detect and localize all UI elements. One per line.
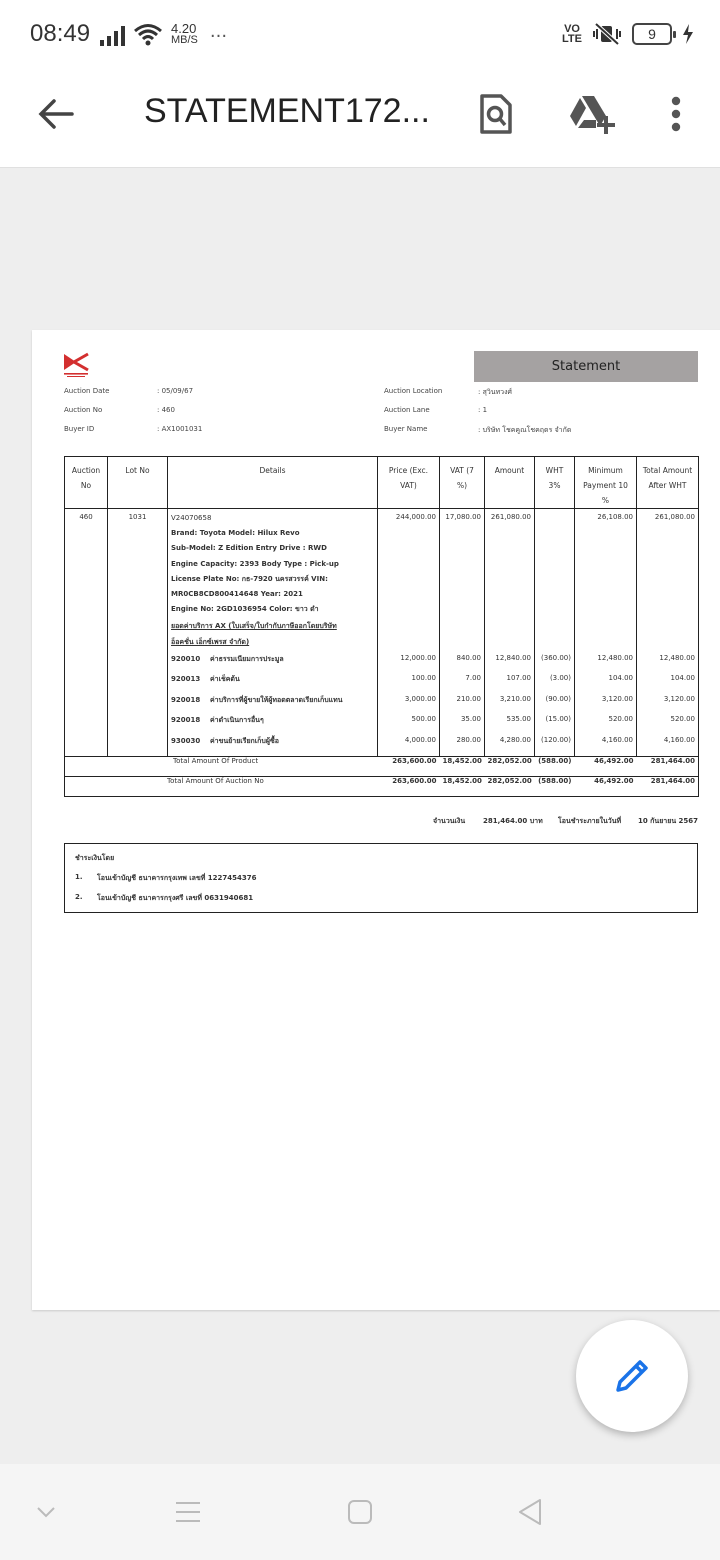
item-detail-line: Engine No: 2GD1036954 Color: ขาว ดำ: [171, 605, 319, 614]
status-time: 08:49: [30, 20, 91, 47]
service-total: 12,480.00: [637, 654, 699, 675]
service-heading-1: ยอดค่าบริการ AX (ใบเสร็จ/ใบกำกับภาษีออกโดยบริษัท: [171, 622, 337, 631]
item-details: [168, 509, 378, 654]
service-row: [65, 736, 699, 757]
service-name: ค่าดำเนินการอื่นๆ: [209, 716, 264, 725]
nav-recents-button[interactable]: [166, 1490, 210, 1534]
total-auction-min: 46,492.00: [575, 776, 637, 796]
document-title: STATEMENT172...: [144, 92, 430, 130]
total-auction-wht: (588.00): [535, 776, 575, 796]
service-min: 104.00: [575, 674, 637, 695]
service-min: 3,120.00: [575, 695, 637, 716]
header-amount: Amount: [485, 457, 535, 509]
service-name: ค่าขนย้ายเรียกเก็บผู้ซื้อ: [209, 736, 279, 745]
item-min-payment: 26,108.00: [575, 509, 637, 654]
service-price: 12,000.00: [378, 654, 440, 675]
edit-pencil-icon: [612, 1356, 652, 1396]
more-vert-icon: [670, 96, 682, 132]
service-code: 920010: [171, 654, 201, 663]
payment-methods-box: [64, 843, 698, 913]
service-price: 500.00: [378, 715, 440, 736]
volte-label-top: VO: [564, 23, 580, 35]
menu-icon: [174, 1501, 202, 1523]
header-total: [637, 457, 699, 509]
total-auction-amount: 282,052.00: [485, 776, 535, 796]
buyer-name-value: : บริษัท โชคคูณโชคฤดร จำกัด: [478, 426, 572, 434]
more-options-button[interactable]: [650, 88, 702, 140]
total-auction-row: [65, 776, 699, 796]
auction-lane-label: Auction Lane: [384, 406, 430, 414]
document-page: [32, 330, 720, 1310]
auction-date-value: : 05/09/67: [157, 387, 194, 395]
service-desc: [168, 695, 378, 716]
item-total: 261,080.00: [637, 509, 699, 654]
header-auction-no-2: No: [80, 481, 92, 490]
payment-method-number: 2.: [75, 893, 83, 901]
vibrate-mute-icon: [592, 22, 622, 46]
battery-icon: 9: [632, 23, 672, 45]
wifi-icon: [133, 22, 163, 46]
service-name: ค่าเช็คต้น: [209, 675, 240, 684]
header-price: [378, 457, 440, 509]
service-total: 3,120.00: [637, 695, 699, 716]
service-heading-2: อ็อคชั่น เอ็กซ์เพรส จำกัด): [171, 637, 250, 646]
auction-location-value: : สุวินทวงศ์: [478, 388, 512, 396]
service-min: 520.00: [575, 715, 637, 736]
summary-due-date: 10 กันยายน 2567: [638, 817, 699, 825]
nav-back-button[interactable]: [508, 1490, 552, 1534]
service-name: ค่าบริการที่ผู้ขายให้ผู้ทอดตลาดเรียกเก็บแทน: [209, 695, 343, 704]
service-amount: 4,280.00: [485, 736, 535, 757]
network-speed-unit: MB/S: [171, 34, 198, 46]
service-amount: 107.00: [485, 674, 535, 695]
header-minpay-1: Minimum: [588, 466, 623, 475]
network-speed: [171, 22, 198, 46]
item-detail-line: MR0CB8CD800414648 Year: 2021: [171, 590, 303, 599]
service-price: 3,000.00: [378, 695, 440, 716]
header-price-2: VAT): [400, 481, 417, 490]
service-wht: (90.00): [535, 695, 575, 716]
item-detail-line: Brand: Toyota Model: Hilux Revo: [171, 529, 300, 538]
total-product-price: 263,600.00: [378, 756, 440, 776]
header-min-payment: [575, 457, 637, 509]
item-vat: 17,080.00: [440, 509, 485, 654]
service-vat: 280.00: [440, 736, 485, 757]
document-viewer[interactable]: [0, 168, 720, 1464]
signal-icon: [100, 24, 125, 46]
auction-location-label: Auction Location: [384, 387, 443, 395]
header-auction-no: [65, 457, 108, 509]
app-toolbar: [0, 70, 720, 168]
service-price: 4,000.00: [378, 736, 440, 757]
header-wht: [535, 457, 575, 509]
header-minpay-3: %: [601, 496, 610, 505]
total-auction-price: 263,600.00: [378, 776, 440, 796]
volte-label-bottom: LTE: [562, 33, 582, 45]
chevron-down-icon: [36, 1506, 56, 1518]
service-code: 930030: [171, 736, 201, 745]
service-min: 4,160.00: [575, 736, 637, 757]
service-wht: (360.00): [535, 654, 575, 675]
service-wht: (120.00): [535, 736, 575, 757]
header-vat-1: VAT (7: [450, 466, 474, 475]
home-square-icon: [347, 1499, 373, 1525]
edit-fab-button[interactable]: [576, 1320, 688, 1432]
buyer-id-value: : AX1001031: [157, 425, 203, 433]
total-product-total: 281,464.00: [637, 756, 699, 776]
header-vat-2: %): [456, 481, 468, 490]
service-desc: [168, 674, 378, 695]
service-row: [65, 715, 699, 736]
service-code: 920018: [171, 695, 201, 704]
company-logo: [62, 352, 92, 378]
service-total: 520.00: [637, 715, 699, 736]
header-wht-2: 3%: [548, 481, 561, 490]
service-row: [65, 674, 699, 695]
auction-lane-value: : 1: [478, 406, 488, 414]
total-product-row: [65, 756, 699, 776]
summary-due-label: โอนชำระภายในวันที่: [558, 817, 622, 825]
item-row: [65, 509, 699, 654]
total-product-vat: 18,452.00: [440, 756, 485, 776]
service-wht: (15.00): [535, 715, 575, 736]
service-desc: [168, 736, 378, 757]
header-total-1: Total Amount: [642, 466, 693, 475]
header-vat: [440, 457, 485, 509]
system-nav-bar: [0, 1464, 720, 1560]
more-notifications-icon: ···: [209, 26, 228, 47]
payment-method-text: โอนเข้าบัญชี ธนาคารกรุงศรี เลขที่ 0631940681: [97, 894, 254, 902]
service-desc: [168, 654, 378, 675]
item-amount: 261,080.00: [485, 509, 535, 654]
buyer-id-label: Buyer ID: [64, 425, 95, 433]
total-auction-total: 281,464.00: [637, 776, 699, 796]
item-wht: [535, 509, 575, 654]
service-name: ค่าธรรมเนียมการประมูล: [209, 654, 284, 663]
header-lot-no: Lot No: [108, 457, 168, 509]
service-price: 100.00: [378, 674, 440, 695]
summary-amount-value: 281,464.00 บาท: [483, 817, 543, 825]
total-auction-vat: 18,452.00: [440, 776, 485, 796]
header-details: Details: [168, 457, 378, 509]
find-in-document-button[interactable]: [470, 88, 522, 140]
auction-no-label: Auction No: [64, 406, 103, 414]
service-total: 104.00: [637, 674, 699, 695]
item-auction-no: 460: [65, 509, 108, 654]
header-total-2: After WHT: [648, 481, 687, 490]
back-button[interactable]: [30, 88, 82, 140]
service-row: [65, 654, 699, 675]
payment-heading: ชำระเงินโดย: [75, 854, 115, 862]
network-speed-value: 4.20: [171, 21, 197, 36]
service-desc: [168, 715, 378, 736]
auction-no-value: : 460: [157, 406, 175, 414]
payment-method-text: โอนเข้าบัญชี ธนาคารกรุงเทพ เลขที่ 1227454376: [97, 874, 257, 882]
statement-heading: Statement: [474, 351, 698, 382]
total-product-min: 46,492.00: [575, 756, 637, 776]
service-amount: 12,840.00: [485, 654, 535, 675]
service-min: 12,480.00: [575, 654, 637, 675]
table-header-row: [65, 457, 699, 509]
nav-hide-button[interactable]: [24, 1490, 68, 1534]
back-arrow-icon: [38, 98, 74, 130]
status-right-icons: [562, 22, 694, 46]
service-row: [65, 695, 699, 716]
item-detail-line: Sub-Model: Z Edition Entry Drive : RWD: [171, 544, 327, 553]
service-amount: 3,210.00: [485, 695, 535, 716]
status-left-icons: [100, 22, 227, 46]
service-wht: (3.00): [535, 674, 575, 695]
item-detail-line: License Plate No: กธ-7920 นครสวรรค์ VIN:: [171, 574, 328, 583]
service-vat: 840.00: [440, 654, 485, 675]
back-triangle-icon: [517, 1498, 543, 1526]
service-code: 920018: [171, 716, 201, 725]
header-minpay-2: Payment 10: [583, 481, 628, 490]
header-wht-1: WHT: [545, 466, 564, 475]
item-detail-line: Engine Capacity: 2393 Body Type : Pick-up: [171, 559, 339, 568]
add-to-drive-button[interactable]: [566, 88, 618, 140]
summary-amount-label: จำนวนเงิน: [433, 817, 466, 825]
drive-add-icon: [568, 94, 616, 134]
item-price: 244,000.00: [378, 509, 440, 654]
charging-icon: [682, 24, 694, 44]
service-amount: 535.00: [485, 715, 535, 736]
item-code: V24070658: [171, 514, 212, 522]
service-vat: 35.00: [440, 715, 485, 736]
service-code: 920013: [171, 675, 201, 684]
auction-date-label: Auction Date: [64, 387, 110, 395]
total-product-amount: 282,052.00: [485, 756, 535, 776]
service-total: 4,160.00: [637, 736, 699, 757]
service-vat: 210.00: [440, 695, 485, 716]
total-product-wht: (588.00): [535, 756, 575, 776]
volte-icon: [562, 24, 582, 44]
document-search-icon: [479, 93, 513, 135]
payment-method-number: 1.: [75, 873, 83, 881]
nav-home-button[interactable]: [338, 1490, 382, 1534]
total-auction-label: Total Amount Of Auction No: [65, 776, 378, 796]
buyer-name-label: Buyer Name: [384, 425, 428, 433]
status-bar: [0, 0, 720, 70]
header-price-1: Price (Exc.: [388, 466, 429, 475]
service-vat: 7.00: [440, 674, 485, 695]
header-auction-no-1: Auction: [71, 466, 101, 475]
total-product-label: Total Amount Of Product: [65, 756, 378, 776]
statement-table: [64, 456, 699, 797]
item-lot-no: 1031: [108, 509, 168, 654]
